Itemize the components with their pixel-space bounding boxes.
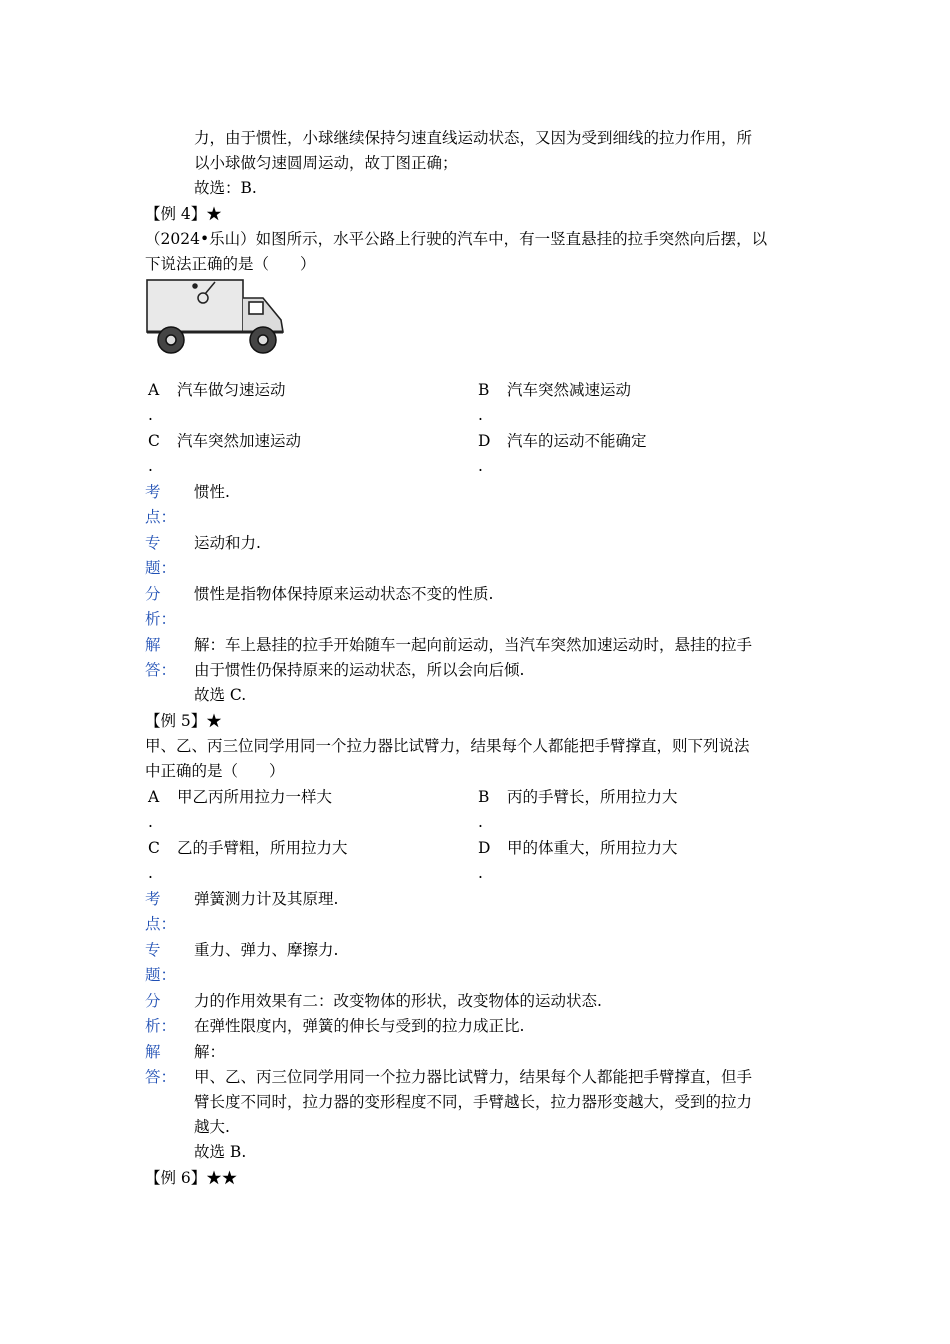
truck-body [147,280,283,332]
jieda-line-2: 臂长度不同时，拉力器的变形程度不同，手臂越长，拉力器形变越大，受到的拉力 [194,1093,753,1111]
example-5-answer: 故选 B. [194,1143,247,1161]
kaodian-text: 惯性. [194,483,230,501]
truck-figure [145,276,287,360]
option-a-text: 甲乙丙所用拉力一样大 [177,788,333,806]
zhuanti-text: 重力、弹力、摩擦力. [194,941,339,959]
option-d-letter: D [478,839,491,857]
kaodian-label: 点： [145,508,177,526]
jieda-line-1: 甲、乙、丙三位同学用同一个拉力器比试臂力，结果每个人都能把手臂撑直，但手 [194,1068,753,1086]
fenxi-line-1: 力的作用效果有二：改变物体的形状，改变物体的运动状态. [194,992,602,1010]
option-d-dot: . [478,457,483,475]
zhuanti-label: 题： [145,559,177,577]
intro-line-2: 以小球做匀速圆周运动，故丁图正确； [194,154,458,172]
option-b-dot: . [478,813,483,831]
option-d-text: 汽车的运动不能确定 [507,432,647,450]
fenxi-line-2: 在弹性限度内，弹簧的伸长与受到的拉力成正比. [194,1017,525,1035]
option-d-text: 甲的体重大，所用拉力大 [507,839,678,857]
option-b-text: 汽车突然减速运动 [507,381,632,399]
option-a-dot: . [148,406,153,424]
option-c-text: 汽车突然加速运动 [177,432,302,450]
fenxi-label: 析： [145,610,177,628]
fenxi-label: 析： [145,1017,177,1035]
option-c-dot: . [148,457,153,475]
option-a-letter: A [148,788,160,806]
example-5-stem-line-2: 中正确的是（ ） [145,762,285,780]
example-4-heading: 【例 4】★ [145,205,222,223]
option-c-letter: C [148,839,160,857]
option-b-letter: B [478,788,490,806]
jieda-line-3: 越大. [194,1118,230,1136]
kaodian-text: 弹簧测力计及其原理. [194,890,339,908]
kaodian-label: 点： [145,915,177,933]
zhuanti-label: 题： [145,966,177,984]
example-6-heading: 【例 6】★★ [145,1169,238,1187]
jieda-label: 解 [145,636,161,654]
option-b-letter: B [478,381,490,399]
option-a-text: 汽车做匀速运动 [177,381,286,399]
example-4-answer: 故选 C. [194,686,247,704]
intro-answer: 故选：B. [194,179,257,197]
intro-line-1: 力，由于惯性，小球继续保持匀速直线运动状态，又因为受到细线的拉力作用，所 [194,129,753,147]
zhuanti-label: 专 [145,941,161,959]
example-5-stem-line-1: 甲、乙、丙三位同学用同一个拉力器比试臂力，结果每个人都能把手臂撑直，则下列说法 [145,737,750,755]
option-d-dot: . [478,864,483,882]
zhuanti-label: 专 [145,534,161,552]
example-4-stem-line-1: （2024•乐山）如图所示，水平公路上行驶的汽车中，有一竖直悬挂的拉手突然向后摆，以 [145,230,768,248]
option-b-dot: . [478,406,483,424]
example-5-heading: 【例 5】★ [145,712,222,730]
fenxi-text: 惯性是指物体保持原来运动状态不变的性质. [194,585,494,603]
option-b-text: 丙的手臂长，所用拉力大 [507,788,678,806]
example-4-stem-line-2: 下说法正确的是（ ） [145,255,316,273]
jieda-line-0: 解： [194,1043,226,1061]
option-c-text: 乙的手臂粗，所用拉力大 [177,839,348,857]
jieda-line-2: 由于惯性仍保持原来的运动状态，所以会向后倾. [194,661,525,679]
fenxi-label: 分 [145,585,161,603]
option-a-dot: . [148,813,153,831]
option-c-dot: . [148,864,153,882]
option-d-letter: D [478,432,491,450]
jieda-label: 答： [145,661,177,679]
jieda-label: 解 [145,1043,161,1061]
option-a-letter: A [148,381,160,399]
fenxi-label: 分 [145,992,161,1010]
zhuanti-text: 运动和力. [194,534,261,552]
kaodian-label: 考 [145,483,161,501]
jieda-line-1: 解：车上悬挂的拉手开始随车一起向前运动，当汽车突然加速运动时，悬挂的拉手 [194,636,753,654]
kaodian-label: 考 [145,890,161,908]
option-c-letter: C [148,432,160,450]
jieda-label: 答： [145,1068,177,1086]
